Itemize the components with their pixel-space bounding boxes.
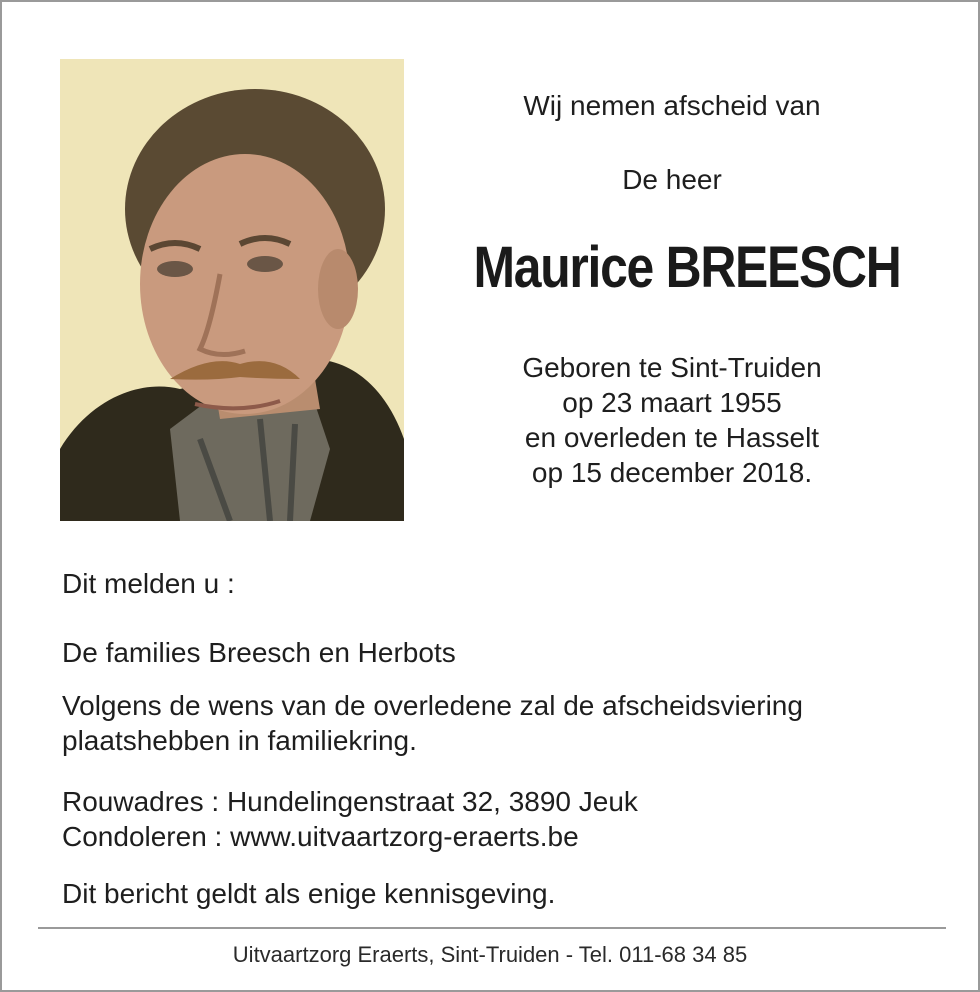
notice-line: Dit bericht geldt als enige kennisgeving. [62,878,556,909]
ceremony-line-1: Volgens de wens van de overledene zal de afscheidsviering [62,690,803,721]
honorific: De heer [622,164,722,195]
funeral-home-footer: Uitvaartzorg Eraerts, Sint-Truiden - Tel. 011-68 34 85 [232,942,748,967]
mourning-address: Rouwadres : Hundelingenstraat 32, 3890 Jeuk [62,786,638,817]
birth-place-line: Geboren te Sint-Truiden [522,352,822,383]
death-date-line: op 15 december 2018. [531,457,813,488]
portrait-illustration [60,59,404,521]
death-place-line: en overleden te Hasselt [524,422,820,453]
announced-by: Dit melden u : [62,568,235,599]
intro-line: Wij nemen afscheid van [523,90,821,121]
birth-date-line: op 23 maart 1955 [562,387,782,418]
condolences-website: Condoleren : www.uitvaartzorg-eraerts.be [62,821,579,852]
portrait-photo [60,59,404,521]
contact-details [62,784,942,854]
birth-death-details [432,350,912,490]
deceased-name: Maurice BREESCH [473,235,901,300]
footer-divider [38,927,946,929]
families-line: De families Breesch en Herbots [62,637,456,668]
ceremony-line-2: plaatshebben in familiekring. [62,725,417,756]
ceremony-text [62,688,942,758]
